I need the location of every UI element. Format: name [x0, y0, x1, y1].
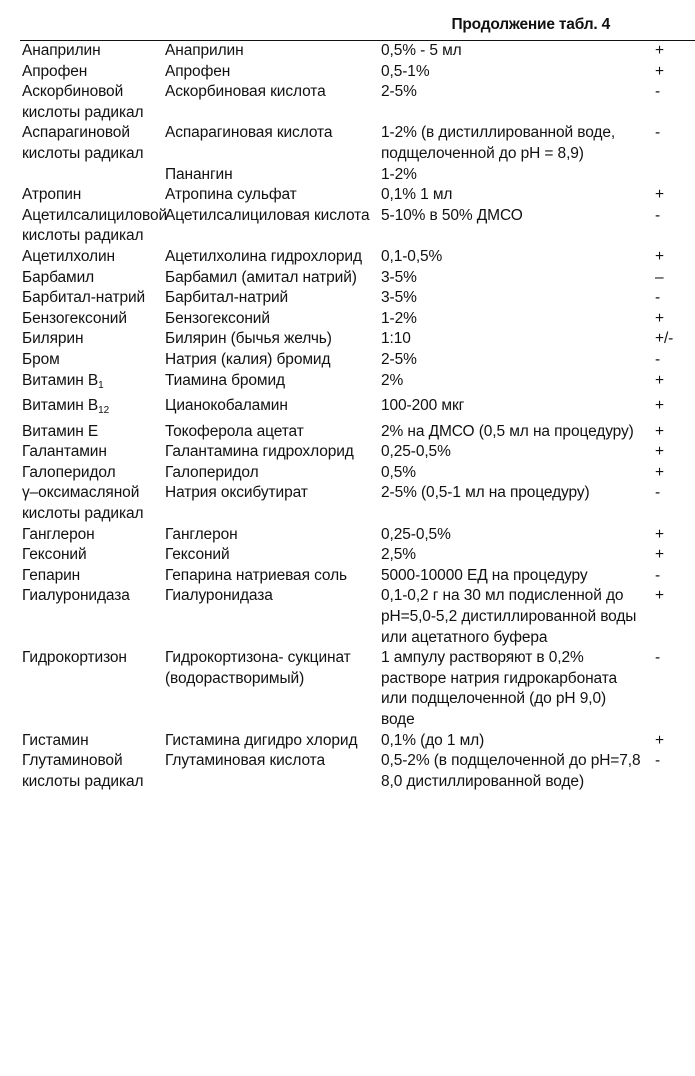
cell-name: [22, 82, 165, 123]
cell-name: [22, 268, 165, 289]
name-text: Ганглерон: [22, 525, 95, 543]
cell-mark: [649, 247, 695, 268]
name-text: Барбамил: [22, 268, 95, 286]
cell-conc: [381, 463, 649, 484]
cell-conc: [381, 442, 649, 463]
cell-conc: [381, 483, 649, 524]
table-row: [22, 123, 695, 164]
cell-conc: [381, 422, 649, 443]
conc-text: 0,1-0,2 г на 30 мл подисленной до pH=5,0-5,2 дистиллированной воды или ацетатного буфера: [381, 587, 637, 646]
cell-mark: [649, 648, 695, 730]
conc-text: 1 ампулу растворяют в 0,2% растворе натрия гидрокарбоната или подщелоченной (до pH 9,0) воде: [381, 649, 618, 728]
cell-name: [22, 247, 165, 268]
prep-text: Галантамина гидрохлорид: [165, 443, 354, 461]
conc-text: 2-5%: [381, 350, 417, 368]
cell-mark: [649, 483, 695, 524]
table-row: [22, 268, 695, 289]
conc-text: 0,1% (до 1 мл): [381, 731, 485, 749]
conc-text: 2%: [381, 371, 404, 389]
prep-text: Гиалуронидаза: [165, 587, 273, 605]
prep-text: Токоферола ацетат: [165, 422, 304, 440]
cell-mark: [649, 463, 695, 484]
cell-name: [22, 185, 165, 206]
cell-prep: [165, 463, 381, 484]
cell-prep: [165, 586, 381, 648]
cell-mark: [649, 422, 695, 443]
mark-text: +: [655, 422, 664, 440]
cell-name: [22, 463, 165, 484]
cell-conc: [381, 350, 649, 371]
cell-prep: [165, 648, 381, 730]
conc-text: 1-2%: [381, 165, 417, 183]
cell-name: [22, 206, 168, 247]
mark-text: +: [655, 731, 664, 749]
cell-name: [22, 525, 165, 546]
cell-prep: [165, 123, 381, 164]
mark-text: +: [655, 371, 664, 389]
cell-mark: [649, 566, 695, 587]
conc-text: 0,5-2% (в подщелоченной до pH=7,8 8,0 дистиллированной воде): [381, 752, 641, 790]
cell-name: [22, 648, 165, 730]
prep-text: Барбитал-натрий: [165, 289, 289, 307]
prep-text: Ганглерон: [165, 525, 238, 543]
cell-conc: [381, 82, 649, 123]
table-row: [22, 350, 695, 371]
name-text: Витамин B: [22, 397, 99, 415]
prep-text: Панангин: [165, 165, 233, 183]
table-row: [22, 247, 695, 268]
name-text: Аскорбиновой кислоты радикал: [22, 83, 144, 121]
cell-conc: [381, 545, 649, 566]
cell-prep: [165, 268, 381, 289]
conc-text: 2,5%: [381, 546, 416, 564]
cell-prep: [165, 62, 381, 83]
name-text: Гепарин: [22, 566, 81, 584]
mark-text: +: [655, 443, 664, 461]
table-row: [22, 329, 695, 350]
cell-mark: [649, 206, 695, 247]
prep-text: Глутаминовая кислота: [165, 752, 325, 770]
cell-conc: [381, 62, 649, 83]
table-row: [22, 731, 695, 752]
cell-name: [22, 586, 165, 648]
cell-prep: [165, 165, 381, 186]
name-text: Ацетилхолин: [22, 247, 115, 265]
cell-mark: [649, 371, 695, 397]
mark-text: +: [655, 247, 664, 265]
conc-text: 0,1-0,5%: [381, 247, 443, 265]
table-row: [22, 648, 695, 730]
cell-conc: [381, 165, 649, 186]
cell-mark: [649, 731, 695, 752]
table-row: [22, 545, 695, 566]
table-row: [22, 206, 695, 247]
drug-table: [22, 41, 695, 792]
cell-prep: [165, 309, 381, 330]
name-text: Барбитал-натрий: [22, 289, 146, 307]
cell-conc: [381, 41, 649, 62]
cell-conc: [381, 288, 649, 309]
prep-text: Тиамина бромид: [165, 371, 285, 389]
prep-text: Бензогексоний: [165, 309, 270, 327]
table-caption: Продолжение табл. 4: [451, 16, 610, 33]
cell-conc: [381, 309, 649, 330]
mark-text: +: [655, 463, 664, 481]
table-row: [22, 422, 695, 443]
cell-conc: [381, 525, 649, 546]
prep-text: Натрия оксибутират: [165, 484, 308, 502]
mark-text: -: [655, 289, 661, 307]
mark-text: -: [655, 566, 661, 584]
mark-text: +: [655, 525, 664, 543]
table-row: [22, 586, 695, 648]
conc-text: 1:10: [381, 330, 411, 348]
prep-text: Анаприлин: [165, 42, 244, 59]
cell-conc: [381, 566, 649, 587]
cell-name: [22, 288, 165, 309]
conc-text: 3-5%: [381, 268, 417, 286]
prep-text: Ацетилсалициловая кислота: [165, 206, 370, 224]
cell-mark: [649, 41, 695, 62]
cell-mark: [649, 123, 695, 164]
prep-text: Апрофен: [165, 62, 231, 80]
cell-prep: [165, 483, 381, 524]
cell-prep: [165, 329, 381, 350]
cell-name: [22, 566, 165, 587]
conc-text: 0,5%: [381, 463, 416, 481]
cell-name: [22, 751, 165, 792]
name-text: Гидрокортизон: [22, 649, 127, 667]
table-row: [22, 525, 695, 546]
cell-prep: [165, 41, 381, 62]
cell-prep: [165, 442, 381, 463]
cell-mark: [649, 586, 695, 648]
conc-text: 2% на ДМСО (0,5 мл на процедуру): [381, 422, 634, 440]
mark-text: +: [655, 587, 664, 605]
mark-text: -: [655, 124, 661, 142]
cell-name: [22, 309, 165, 330]
mark-text: -: [655, 83, 661, 101]
name-text: Ацетилсалициловой кислоты радикал: [22, 206, 168, 245]
cell-mark: [649, 288, 695, 309]
cell-name: [22, 350, 165, 371]
prep-text: Барбамил (амитал натрий): [165, 268, 357, 286]
mark-text: +: [655, 186, 664, 204]
cell-conc: [381, 648, 649, 730]
conc-text: 1-2% (в дистиллированной воде, подщелоченной до pH = 8,9): [381, 124, 616, 162]
name-text: Аспарагиновой кислоты радикал: [22, 124, 144, 162]
table-row: [22, 442, 695, 463]
mark-text: -: [655, 350, 661, 368]
cell-name: [22, 41, 165, 62]
mark-text: -: [655, 649, 661, 667]
cell-prep: [165, 566, 381, 587]
conc-text: 0,25-0,5%: [381, 443, 451, 461]
table-row: [22, 165, 695, 186]
table-row: [22, 41, 695, 62]
table-row: [22, 62, 695, 83]
table-row: [22, 288, 695, 309]
cell-conc: [381, 329, 649, 350]
prep-text: Гистамина дигидро хлорид: [165, 731, 358, 749]
mark-text: -: [655, 206, 661, 224]
cell-conc: [381, 185, 649, 206]
cell-mark: [649, 329, 695, 350]
conc-text: 0,5% - 5 мл: [381, 42, 462, 59]
mark-text: +/-: [655, 330, 674, 348]
cell-conc: [381, 123, 649, 164]
name-text: Анаприлин: [22, 42, 101, 59]
prep-text: Галоперидол: [165, 463, 259, 481]
table-row: [22, 566, 695, 587]
mark-text: +: [655, 62, 664, 80]
name-text: Гистамин: [22, 731, 89, 749]
cell-conc: [381, 751, 649, 792]
cell-name: [22, 123, 165, 164]
name-text: Витамин E: [22, 422, 99, 440]
conc-text: 5-10% в 50% ДМСО: [381, 206, 523, 224]
prep-text: Натрия (калия) бромид: [165, 350, 331, 368]
table-row: [22, 309, 695, 330]
cell-name: [22, 731, 165, 752]
mark-text: +: [655, 546, 664, 564]
name-text: Бензогексоний: [22, 309, 127, 327]
cell-name: [22, 371, 165, 397]
conc-text: 0,25-0,5%: [381, 525, 451, 543]
table-row: [22, 82, 695, 123]
cell-prep: [165, 731, 381, 752]
name-text: γ–оксимасляной кислоты радикал: [22, 484, 144, 523]
cell-mark: [649, 62, 695, 83]
name-text: Гиалуронидаза: [22, 587, 130, 605]
cell-prep: [165, 751, 381, 792]
conc-text: 0,1% 1 мл: [381, 186, 453, 204]
mark-text: -: [655, 484, 661, 502]
cell-prep: [165, 247, 381, 268]
table-row: [22, 371, 695, 397]
table-row: [22, 396, 695, 422]
cell-mark: [649, 268, 695, 289]
cell-mark: [649, 309, 695, 330]
cell-prep: [165, 396, 381, 422]
cell-prep: [165, 288, 381, 309]
prep-text: Цианокобаламин: [165, 397, 288, 415]
cell-prep: [165, 185, 381, 206]
cell-name: [22, 483, 165, 524]
prep-text: Ацетилхолина гидрохлорид: [165, 247, 362, 265]
prep-text: Билярин (бычья желчь): [165, 330, 332, 348]
table-row: [22, 185, 695, 206]
name-text: Глутаминовой кислоты радикал: [22, 752, 144, 790]
conc-text: 0,5-1%: [381, 62, 430, 80]
mark-text: +: [655, 42, 664, 59]
cell-conc: [381, 268, 649, 289]
cell-conc: [381, 396, 649, 422]
cell-mark: [649, 165, 695, 186]
prep-text: Гепарина натриевая соль: [165, 566, 347, 584]
prep-text: Гексоний: [165, 546, 230, 564]
table-row: [22, 463, 695, 484]
prep-text: Аспарагиновая кислота: [165, 124, 333, 142]
prep-text: Аскорбиновая кислота: [165, 83, 326, 101]
cell-mark: [649, 525, 695, 546]
cell-prep: [165, 422, 381, 443]
cell-conc: [381, 371, 649, 397]
mark-text: +: [655, 309, 664, 327]
cell-conc: [381, 731, 649, 752]
cell-name: [22, 422, 165, 443]
conc-text: 2-5% (0,5-1 мл на процедуру): [381, 484, 590, 502]
cell-prep: [165, 206, 381, 247]
conc-text: 100-200 мкг: [381, 397, 465, 415]
name-text: Билярин: [22, 330, 84, 348]
name-text: Гексоний: [22, 546, 87, 564]
cell-mark: [649, 396, 695, 422]
cell-name: [22, 165, 165, 186]
prep-text: Гидрокортизона- сукцинат (водорастворимый): [165, 649, 351, 687]
mark-text: –: [655, 268, 664, 286]
cell-mark: [649, 185, 695, 206]
cell-name: [22, 396, 165, 422]
cell-mark: [649, 82, 695, 123]
cell-conc: [381, 247, 649, 268]
mark-text: +: [655, 397, 664, 415]
conc-text: 3-5%: [381, 289, 417, 307]
cell-mark: [649, 751, 695, 792]
name-text: Апрофен: [22, 62, 88, 80]
name-text: Галантамин: [22, 443, 107, 461]
cell-name: [22, 545, 165, 566]
name-subscript: 12: [98, 405, 110, 417]
name-subscript: 1: [98, 379, 104, 391]
cell-prep: [165, 350, 381, 371]
table-row: [22, 751, 695, 792]
cell-prep: [165, 82, 381, 123]
cell-conc: [381, 206, 649, 247]
cell-mark: [649, 545, 695, 566]
cell-mark: [649, 350, 695, 371]
name-text: Бром: [22, 350, 60, 368]
conc-text: 5000-10000 ЕД на процедуру: [381, 566, 588, 584]
cell-mark: [649, 442, 695, 463]
cell-name: [22, 442, 165, 463]
prep-text: Атропина сульфат: [165, 186, 297, 204]
name-text: Атропин: [22, 186, 82, 204]
cell-prep: [165, 545, 381, 566]
conc-text: 1-2%: [381, 309, 417, 327]
conc-text: 2-5%: [381, 83, 417, 101]
table-row: [22, 483, 695, 524]
cell-name: [22, 62, 165, 83]
cell-conc: [381, 586, 649, 648]
name-text: Галоперидол: [22, 463, 116, 481]
name-text: Витамин B: [22, 371, 99, 389]
cell-prep: [165, 525, 381, 546]
cell-name: [22, 329, 165, 350]
mark-text: -: [655, 752, 661, 770]
cell-prep: [165, 371, 381, 397]
table-body: [22, 41, 695, 792]
